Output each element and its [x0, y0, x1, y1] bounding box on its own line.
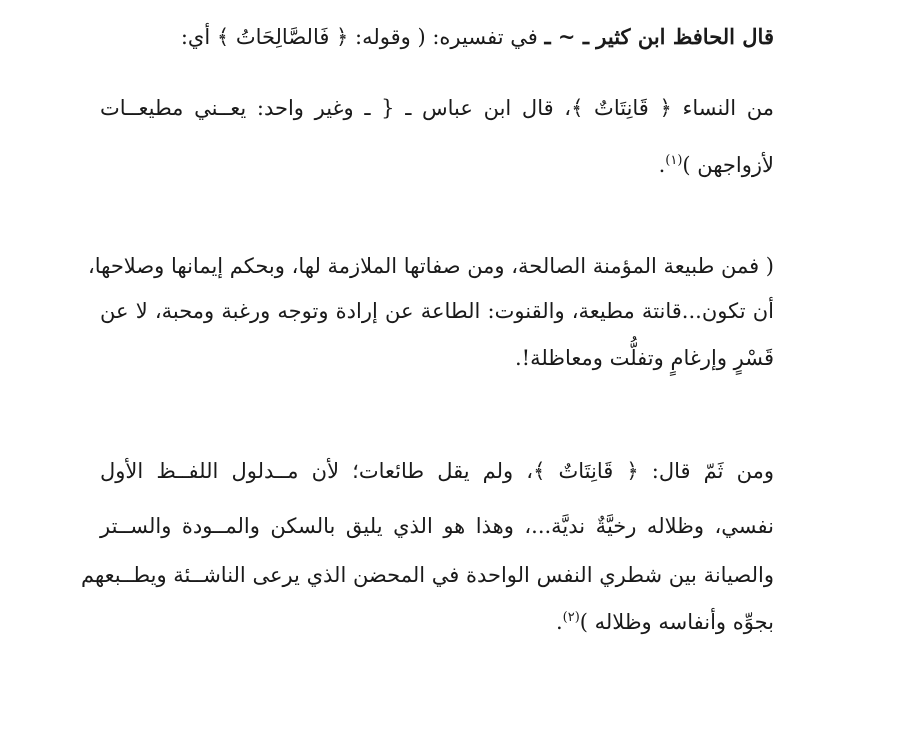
- paragraph-3-line-4: [100, 607, 774, 637]
- paragraph-3-line-1: ومن ثَمّ قال: ﴿ قَانِتَاتٌ ﴾، ولم يقل طائعات؛ لأن مــدلول اللفــظ الأول: [100, 459, 774, 483]
- paragraph-3-line-2: نفسي، وظلاله رخيَّةٌ نديَّة...، وهذا هو الذي يليق بالسكن والمــودة والســتر: [100, 514, 774, 538]
- paragraph-2-line-1: ( فمن طبيعة المؤمنة الصالحة، ومن صفاتها الملازمة لها، وبحكم إيمانها وصلاحها،: [87, 254, 774, 278]
- ibn-kathir-attribution: قال الحافظ ابن كثير ـ ~ ـ: [544, 24, 774, 49]
- paragraph-2-line-3: قَسْرٍ وإرغامٍ وتفلُّت ومعاظلة!.: [514, 346, 774, 370]
- paragraph-3-line-4-text: بجوِّه وأنفاسه وظلاله ): [579, 610, 774, 634]
- paragraph-3-line-3: والصيانة بين شطري النفس الواحدة في المحضن الذي يرعى الناشــئة ويطــبعهم: [80, 563, 774, 587]
- tafsir-quote-start: في تفسيره: ( وقوله: ﴿ فَالصَّالِحَاتُ ﴾ أي:: [180, 25, 538, 49]
- paragraph-1-line-1: [100, 22, 774, 52]
- paragraph-1-line-3-end: .: [658, 153, 666, 177]
- paragraph-3-line-4-end: .: [555, 610, 563, 634]
- paragraph-2-line-2: أن تكون...قانتة مطيعة، والقنوت: الطاعة عن إرادة وتوجه ورغبة ومحبة، لا عن: [100, 299, 774, 323]
- footnote-marker-1: (١): [665, 153, 683, 168]
- paragraph-1-line-2: من النساء ﴿ قَانِتَاتٌ ﴾، قال ابن عباس ـ { ـ وغير واحد: يعــني مطيعــات: [100, 96, 774, 120]
- paragraph-1-line-3-text: لأزواجهن ): [682, 153, 774, 177]
- footnote-marker-2: (٢): [562, 610, 580, 625]
- paragraph-1-line-3: [100, 150, 774, 180]
